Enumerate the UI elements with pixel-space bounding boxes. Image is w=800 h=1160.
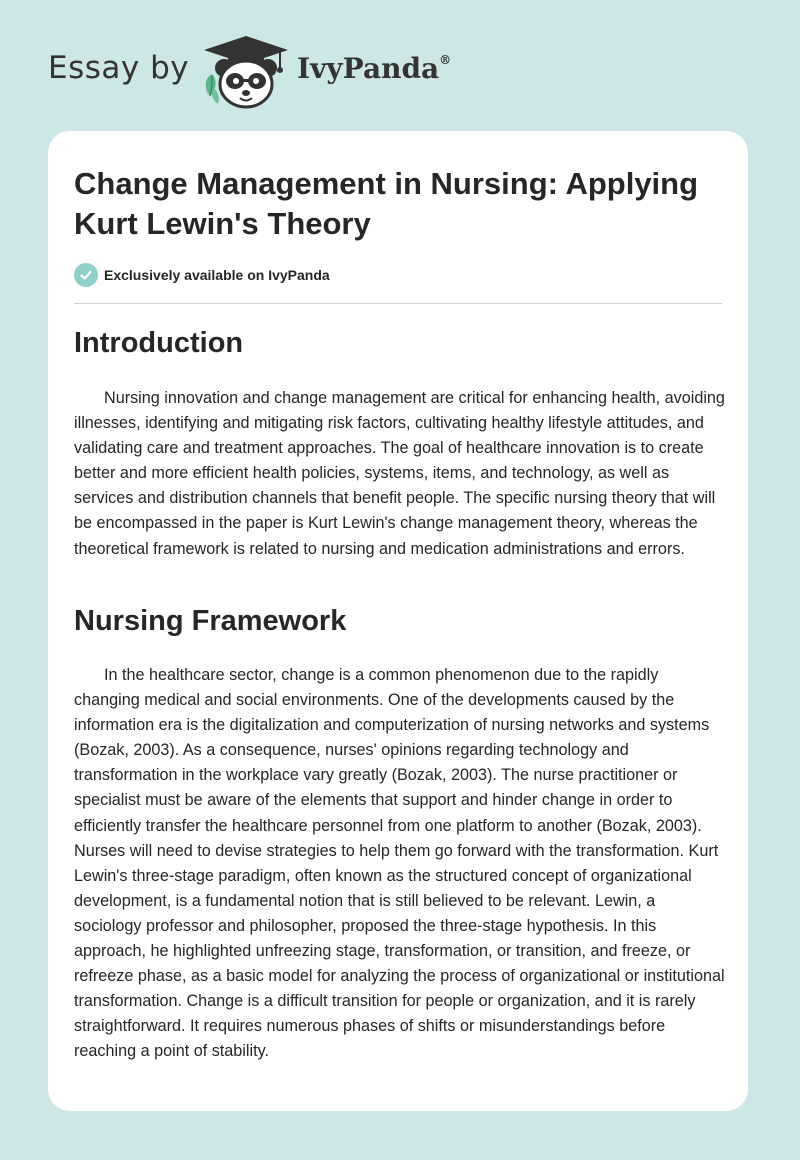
registered-mark: ®: [439, 52, 452, 67]
section-heading-introduction: Introduction: [74, 327, 244, 359]
brand-name: IvyPanda: [297, 52, 440, 85]
essay-card: [48, 131, 748, 1111]
site-header: [0, 0, 800, 130]
section-text-introduction: Nursing innovation and change management are critical for enhancing health, avoiding illnesses, identifying and mitigating risk factors, cultivating healthy lifestyle attitudes, and validating care and treatment approaches. The goal of healthcare innovation is to create better and more efficient health policies, systems, items, and technology, as well as services and distribution channels that benefit people. The specific nursing theory that will be encompassed in the paper is Kurt Lewin's change management theory, whereas the theoretical framework is related to nursing and medication administrations and errors.: [74, 389, 725, 558]
ivypanda-brand[interactable]: [297, 52, 451, 85]
section-heading-nursing-framework: Nursing Framework: [74, 605, 347, 637]
essay-by-label: Essay by: [48, 50, 190, 86]
section-text-nursing-framework: In the healthcare sector, change is a common phenomenon due to the rapidly changing medical and social environments. One of the developments caused by the information era is the digitalization and computerization of nursing networks and systems (Bozak, 2003). As a consequence, nurses' opinions regarding technology and transformation in the workplace vary greatly (Bozak, 2003). The nurse practitioner or specialist must be aware of the elements that support and hinder change in order to efficiently transfer the healthcare personnel from one platform to another (Bozak, 2003). Nurses will need to devise strategies to help them go forward with the transformation. Kurt Lewin's three-stage paradigm, often known as the structured concept of organizational development, is a fundamental notion that is still believed to be relevant. Lewin, a sociology professor and philosopher, proposed the three-stage hypothesis. In this approach, he highlighted unfreezing stage, transformation, or transition, and freeze, or refreeze phase, as a basic model for analyzing the process of organizational or institutional transformation. Change is a difficult transition for people or organization, and it is rarely straightforward. It requires numerous phases of shifts or misunderstandings before reaching a point of stability.: [74, 666, 725, 1061]
essay-title: Change Management in Nursing: Applying Kurt Lewin's Theory: [74, 166, 699, 241]
title-divider: [74, 303, 722, 304]
exclusive-badge: [74, 262, 330, 288]
check-circle-icon: [74, 263, 98, 287]
exclusive-text: Exclusively available on IvyPanda: [104, 267, 330, 283]
ivypanda-panda-logo-icon[interactable]: [200, 34, 292, 110]
